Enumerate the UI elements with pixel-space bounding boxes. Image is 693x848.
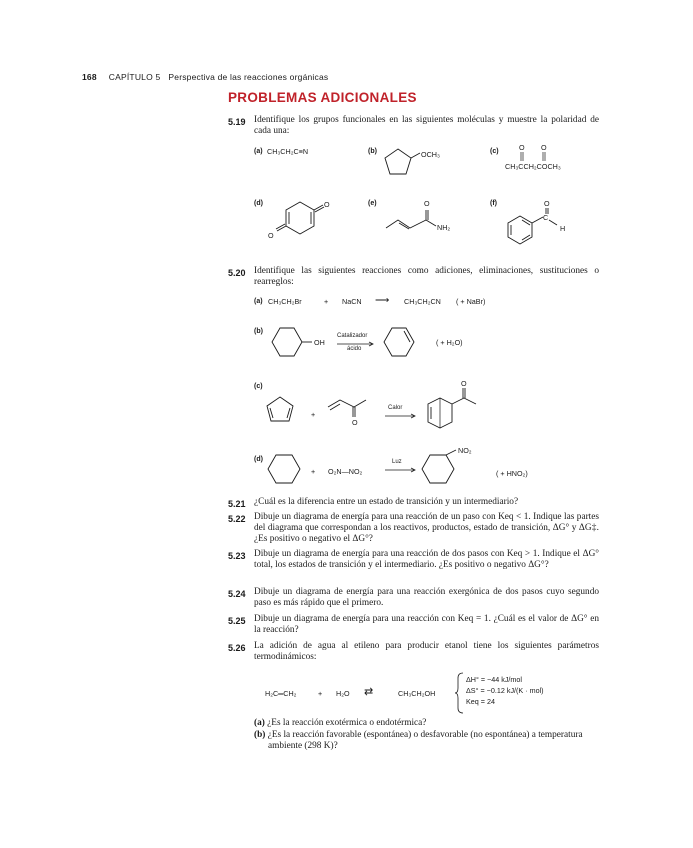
reactant: NaCN [342,297,362,306]
problem-text: Dibuje un diagrama de energía para una reacción de dos pasos con Keq > 1. Indique el ΔG° total, los estados de transición y el intermediario. ¿Es positivo o negativo ΔG°? [254,549,599,570]
problem-number: 5.25 [228,616,246,626]
molecule-label: (a) [254,148,263,155]
molecule-formula: OCH₃ [421,150,440,159]
problem-text: ¿Cuál es la diferencia entre un estado de transición y un intermediario? [254,497,519,507]
reactant: H₂C═CH₂ [265,689,297,698]
problem-number: 5.22 [228,514,246,524]
reaction-arrow [384,467,418,473]
structure-cyclohexene [382,325,422,365]
byproduct: ( + HNO₂) [496,469,528,478]
parameter: ΔH° = −44 kJ/mol [466,675,523,684]
parameter: ΔS° = −0.12 kJ/(K · mol) [466,686,544,695]
product: CH₃CH₂OH [398,689,436,698]
nitro-group: NO₂ [458,446,472,455]
aldehyde-carbon: C [543,213,549,222]
structure-cyclopentadiene [266,395,298,425]
problem-text: Dibuje un diagrama de energía para una reacción de un paso con Keq < 1. Indique las partes del diagrama que correspondan a los reactivos, productos, estado de transición, ΔG° y ΔG‡. ¿Es positivo o negativo el ΔG°? [254,512,599,544]
carbonyl-oxygen: O [541,143,547,152]
plus-sign: + [311,467,316,476]
structure-norbornene-ketone [420,380,490,435]
problem-number: 5.23 [228,551,246,561]
catalyst-label: Catalizador [337,333,368,339]
structure-methyl-vinyl-ketone [326,393,376,423]
aldehyde-hydrogen: H [560,224,566,233]
subquestion [254,718,599,729]
problem-number: 5.21 [228,499,246,509]
plus-sign: + [324,297,329,306]
chapter-label: CAPÍTULO 5 [108,72,161,82]
page-number: 168 [82,72,97,82]
running-header [82,72,328,82]
structure-cyclohexanol [262,325,322,365]
subquestion-label: (b) [254,730,266,740]
molecule-formula: CH₃CH₂C≡N [267,147,309,156]
carbonyl-oxygen: O [544,199,550,208]
byproduct: ( + H₂O) [436,338,463,347]
problem-number: 5.20 [228,268,246,278]
quinone-oxygen: O [324,200,330,209]
problem-text: Dibuje un diagrama de energía para una reacción con Keq = 1. ¿Cuál es el valor de ΔG° en la reacción? [254,614,599,635]
amide-group: NH₂ [437,223,451,232]
parameter: Keq = 24 [466,697,495,706]
structure-benzoquinone [272,197,332,242]
problem-text: Identifique los grupos funcionales en las siguientes moléculas y muestre la polaridad de cada una: [254,115,599,136]
molecule-formula: CH₃CCH₂COCH₃ [505,162,561,171]
equilibrium-arrow: ⇄ [364,686,374,698]
reactant: CH₃CH₂Br [268,297,302,306]
molecule-label: (c) [490,148,499,155]
plus-sign: + [311,410,316,419]
section-title: PROBLEMAS ADICIONALES [228,90,417,105]
subquestion-text: ¿Es la reacción exotérmica o endotérmica? [267,718,427,728]
hydroxyl-group: OH [314,338,325,347]
problem-text: La adición de agua al etileno para producir etanol tiene los siguientes parámetros termodinámicos: [254,641,599,662]
catalyst-label: ácido [347,346,362,352]
reaction-arrow: ⟶ [375,295,390,306]
reaction-label: (d) [254,456,263,463]
problem-text: Identifique las siguientes reacciones como adiciones, eliminaciones, sustituciones o rearreglos: [254,266,599,287]
molecule-label: (e) [368,200,377,207]
reactant: O₂N—NO₂ [328,467,363,476]
reaction-label: (c) [254,383,263,390]
reaction-arrow [384,413,418,419]
subquestion-label: (a) [254,718,265,728]
problem-text: Dibuje un diagrama de energía para una reacción exergónica de dos pasos cuyo segundo paso es más rápido que el primero. [254,587,599,608]
product: CH₃CH₂CN [404,297,441,306]
reactant: H₂O [336,689,350,698]
carbonyl-oxygen: O [519,143,525,152]
carbonyl-oxygen: O [461,379,467,388]
condition-label: Calor [388,405,403,411]
condition-label: Luz [392,459,402,465]
carbonyl-oxygen: O [352,418,358,427]
carbonyl-oxygen: O [424,199,430,208]
molecule-label: (d) [254,200,263,207]
problem-number: 5.24 [228,589,246,599]
plus-sign: + [318,689,323,698]
structure-butenamide [384,206,444,236]
parameter-brace [455,672,465,714]
subquestion-text: ¿Es la reacción favorable (espontánea) o desfavorable (no espontánea) a temperatura ambiente (298 K)? [267,730,583,751]
chapter-title: Perspectiva de las reacciones orgánicas [168,72,329,82]
problem-number: 5.26 [228,643,246,653]
quinone-oxygen: O [268,231,274,240]
molecule-label: (b) [368,148,377,155]
structure-cyclohexane [264,452,308,492]
byproduct: ( + NaBr) [456,297,486,306]
subquestion [254,730,599,752]
problem-number: 5.19 [228,117,246,127]
molecule-label: (f) [490,200,497,207]
reaction-label: (b) [254,328,263,335]
reaction-label: (a) [254,298,263,305]
